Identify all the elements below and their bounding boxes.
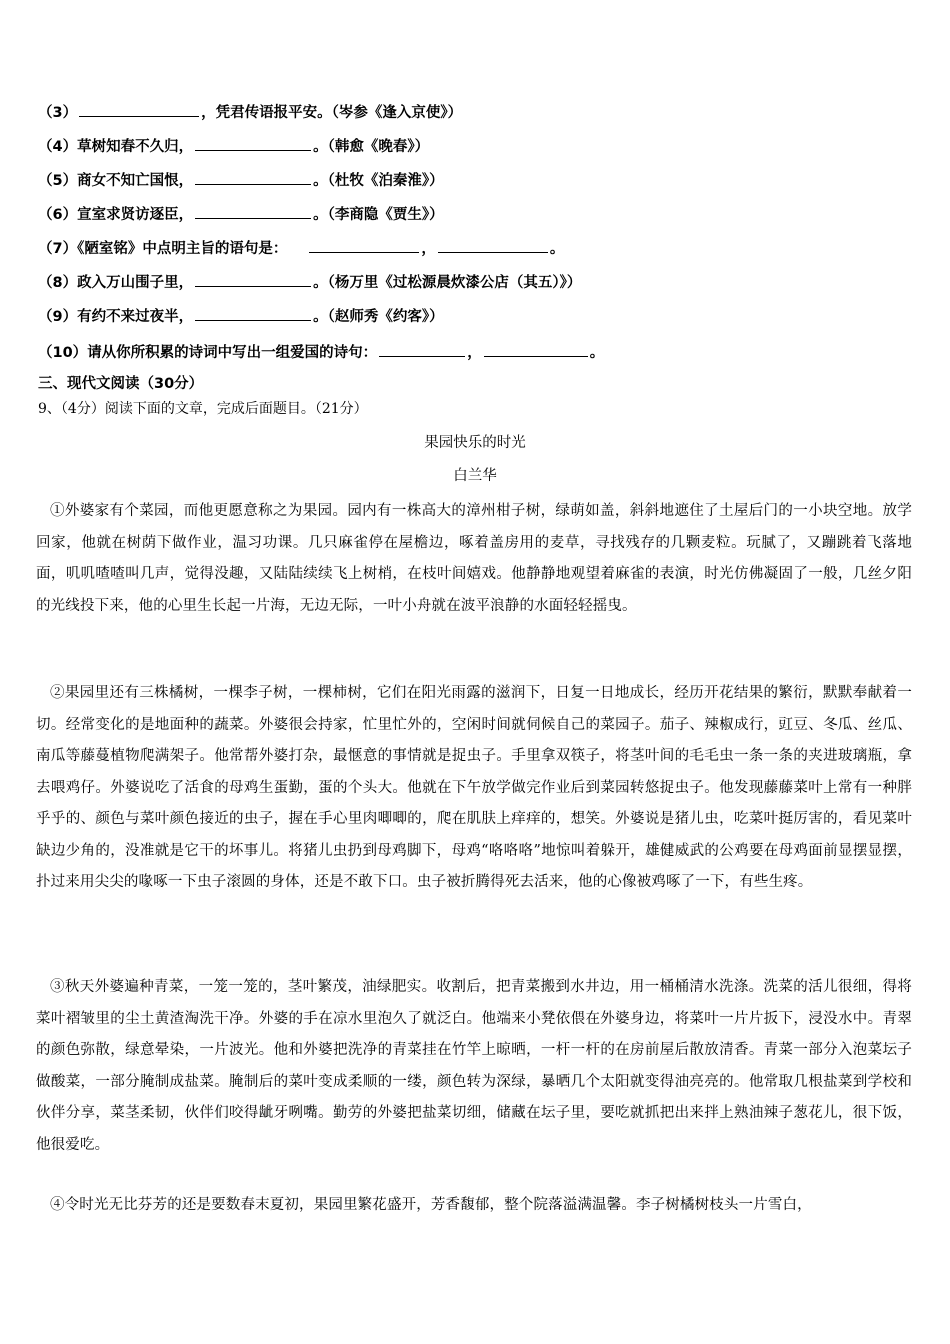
question-10: （10）请从你所积累的诗词中写出一组爱国的诗句： ， 。 xyxy=(38,342,604,363)
answer-blank[interactable] xyxy=(195,272,311,287)
answer-blank[interactable] xyxy=(309,238,419,253)
question-8: （8）政入万山围子里， 。（杨万里《过松源晨炊漆公店（其五）》） xyxy=(38,272,581,293)
article-paragraph-1: ①外婆家有个菜园，而他更愿意称之为果园。园内有一株高大的漳州柑子树，绿萌如盖，斜斜地遮住了土屋后门的一小块空地。放学回家，他就在树荫下做作业，温习功课。几只麻雀停在屋檐边，啄着盖房用的麦草，寻找残存的几颗麦粒。玩腻了，又蹦跳着飞落地面，叽叽喳喳叫几声，觉得没趣，又陆陆续续飞上树梢，在枝叶间嬉戏。他静静地观望着麻雀的表演，时光仿佛凝固了一般，几丝夕阳的光线投下来，他的心里生长起一片海，无边无际，一叶小舟就在波平浪静的水面轻轻摇曳。 xyxy=(36,503,912,614)
answer-blank[interactable] xyxy=(379,342,465,357)
answer-blank[interactable] xyxy=(195,204,311,219)
answer-blank[interactable] xyxy=(195,136,311,151)
article-title: 果园快乐的时光 xyxy=(424,435,526,451)
article-paragraph-3: ③秋天外婆遍种青菜，一笼一笼的，茎叶繁茂，油绿肥实。收割后，把青菜搬到水井边，用一桶桶清水洗涤。洗菜的活儿很细，得将菜叶褶皱里的尘土黄渣淘洗干净。外婆的手在凉水里泡久了就泛白。他端来小凳依偎在外婆身边，将菜叶一片片扳下，浸没水中。青翠的颜色弥散，绿意晕染，一片波光。他和外婆把洗净的青菜挂在竹竿上晾晒，一杆一杆的在房前屋后散放清香。青菜一部分入泡菜坛子做酸菜，一部分腌制成盐菜。腌制后的菜叶变成柔顺的一缕，颜色转为深绿，暴晒几个太阳就变得油亮亮的。他常取几根盐菜到学校和伙伴分享，菜茎柔韧，伙伴们咬得龇牙咧嘴。勤劳的外婆把盐菜切细，储藏在坛子里，要吃就抓把出来拌上熟油辣子葱花儿，很下饭，他很爱吃。 xyxy=(36,979,912,1153)
question-5: （5）商女不知亡国恨， 。（杜牧《泊秦淮》） xyxy=(38,170,444,191)
answer-blank[interactable] xyxy=(195,170,311,185)
answer-blank[interactable] xyxy=(79,102,199,117)
section-heading: 三、现代文阅读（30分） xyxy=(38,376,204,392)
answer-blank[interactable] xyxy=(438,238,548,253)
question-7: （7）《陋室铭》中点明主旨的语句是： ， 。 xyxy=(38,238,564,259)
answer-blank[interactable] xyxy=(484,342,588,357)
question-4: （4）草树知春不久归， 。（韩愈《晚春》） xyxy=(38,136,429,157)
article-paragraph-4: ④令时光无比芬芳的还是要数春末夏初，果园里繁花盛开，芳香馥郁，整个院落溢满温馨。李子树橘树枝头一片雪白， xyxy=(50,1197,812,1213)
answer-blank[interactable] xyxy=(195,306,311,321)
question-9: （9）有约不来过夜半， 。（赵师秀《约客》） xyxy=(38,306,444,327)
question-3: （3） ，凭君传语报平安。（岑参《逢入京使》） xyxy=(38,102,462,123)
question-intro: 9、（4分）阅读下面的文章，完成后面题目。（21分） xyxy=(38,401,368,417)
article-author: 白兰华 xyxy=(453,468,497,484)
article-paragraph-2: ②果园里还有三株橘树，一棵李子树，一棵柿树，它们在阳光雨露的滋润下，日复一日地成长，经历开花结果的繁衍，默默奉献着一切。经常变化的是地面种的蔬菜。外婆很会持家，忙里忙外的，空闲时间就伺候自己的菜园子。茄子、辣椒成行，豇豆、冬瓜、丝瓜、南瓜等藤蔓植物爬满架子。他常帮外婆打杂，最惬意的事情就是捉虫子。手里拿双筷子，将茎叶间的毛毛虫一条一条的夹进玻璃瓶，拿去喂鸡仔。外婆说吃了活食的母鸡生蛋勤，蛋的个头大。他就在下午放学做完作业后到菜园转悠捉虫子。他发现藤藤菜叶上常有一种胖乎乎的、颜色与菜叶颜色接近的虫子，握在手心里肉唧唧的，爬在肌肤上痒痒的，想笑。外婆说是猪儿虫，吃菜叶挺厉害的，看见菜叶缺边少角的，没准就是它干的坏事儿。将猪儿虫扔到母鸡脚下，母鸡“咯咯咯”地惊叫着躲开，雄健威武的公鸡要在母鸡面前显摆显摆，扑过来用尖尖的喙啄一下虫子滚圆的身体，还是不敢下口。虫子被折腾得死去活来，他的心像被鸡啄了一下，有些生疼。 xyxy=(36,685,912,890)
question-6: （6）宣室求贤访逐臣， 。（李商隐《贾生》） xyxy=(38,204,444,225)
